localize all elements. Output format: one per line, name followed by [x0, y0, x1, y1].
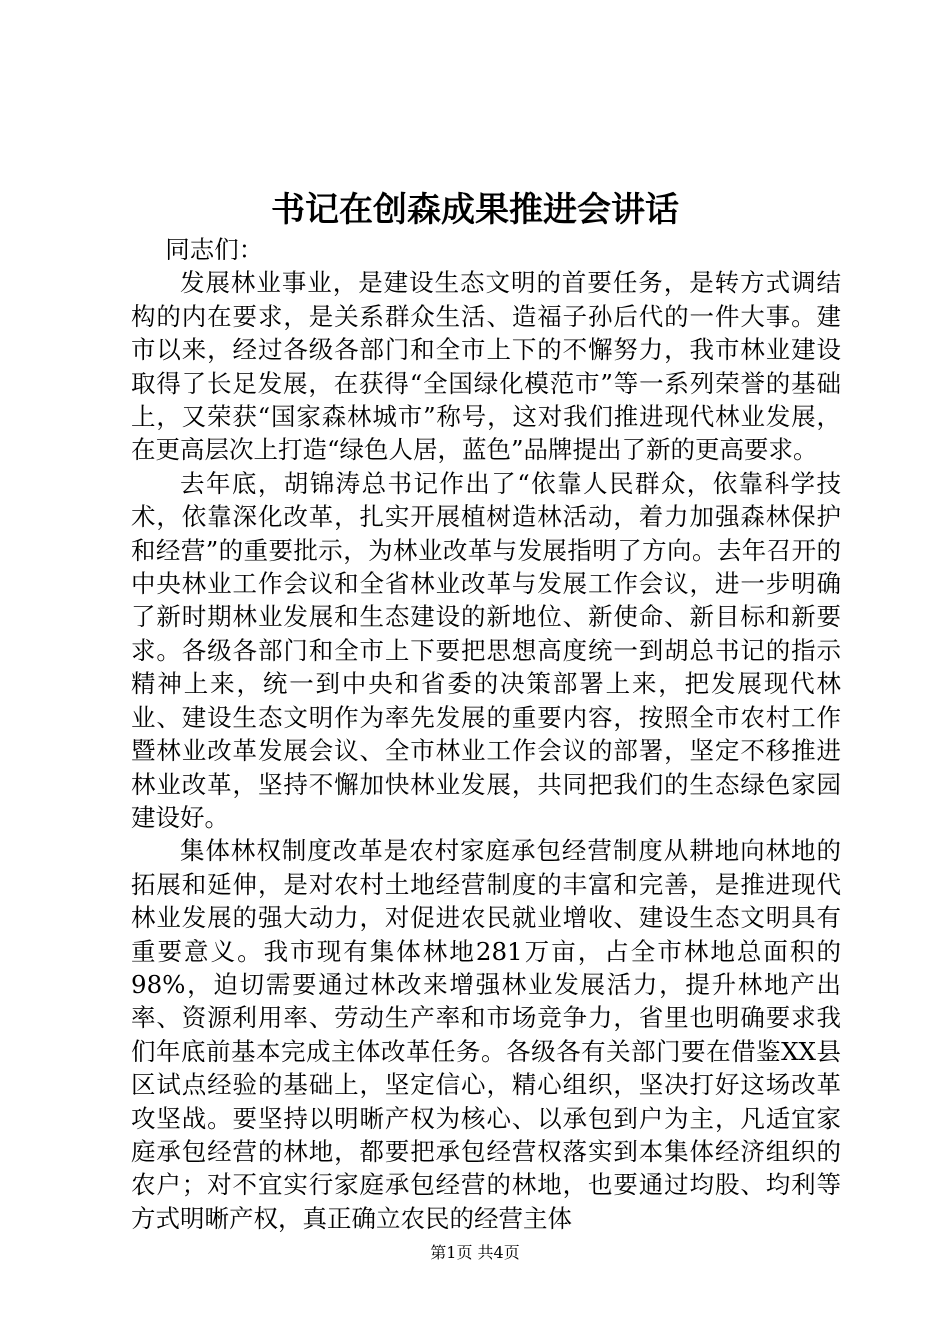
paragraph-3: 集体林权制度改革是农村家庭承包经营制度从耕地向林地的拓展和延伸，是对农村土地经营制度的丰富和完善，是推进现代林业发展的强大动力，对促进农民就业增收、建设生态文明具有重要意义。我市现有集体林地281万亩，占全市林地总面积的98%，迫切需要通过林改来增强林业发展活力，提升林地产出率、资源利用率、劳动生产率和市场竞争力，省里也明确要求我们年底前基本完成主体改革任务。各级各有关部门要在借鉴XX县区试点经验的基础上，坚定信心，精心组织，坚决打好这场改革攻坚战。要坚持以明晰产权为核心、以承包到户为主，凡适宜家庭承包经营的林地，都要把承包经营权落实到本集体经济组织的农户；对不宜实行家庭承包经营的林地，也要通过均股、均利等方式明晰产权，真正确立农民的经营主体	[131, 836, 841, 1233]
paragraph-2: 去年底，胡锦涛总书记作出了“依靠人民群众，依靠科学技术，依靠深化改革，扎实开展植树造林活动，着力加强森林保护和经营”的重要批示，为林业改革与发展指明了方向。去年召开的中央林业工作会议和全省林业改革与发展工作会议，进一步明确了新时期林业发展和生态建设的新地位、新使命、新目标和新要求。各级各部门和全市上下要把思想高度统一到胡总书记的指示精神上来，统一到中央和省委的决策部署上来，把发展现代林业、建设生态文明作为率先发展的重要内容，按照全市农村工作暨林业改革发展会议、全市林业工作会议的部署，坚定不移推进林业改革，坚持不懈加快林业发展，共同把我们的生态绿色家园建设好。	[131, 468, 841, 832]
document-title: 书记在创森成果推进会讲话	[271, 190, 679, 230]
paragraph-1: 发展林业事业，是建设生态文明的首要任务，是转方式调结构的内在要求，是关系群众生活、造福子孙后代的一件大事。建市以来，经过各级各部门和全市上下的不懈努力，我市林业建设取得了长足发展，在获得“全国绿化模范市”等一系列荣誉的基础上，又荣获“国家森林城市”称号，这对我们推进现代林业发展，在更高层次上打造“绿色人居，蓝色”品牌提出了新的更高要求。	[131, 268, 841, 465]
document-body	[131, 233, 841, 1235]
page-footer: 第1页 共4页	[430, 1243, 520, 1262]
salutation: 同志们：	[165, 235, 264, 264]
